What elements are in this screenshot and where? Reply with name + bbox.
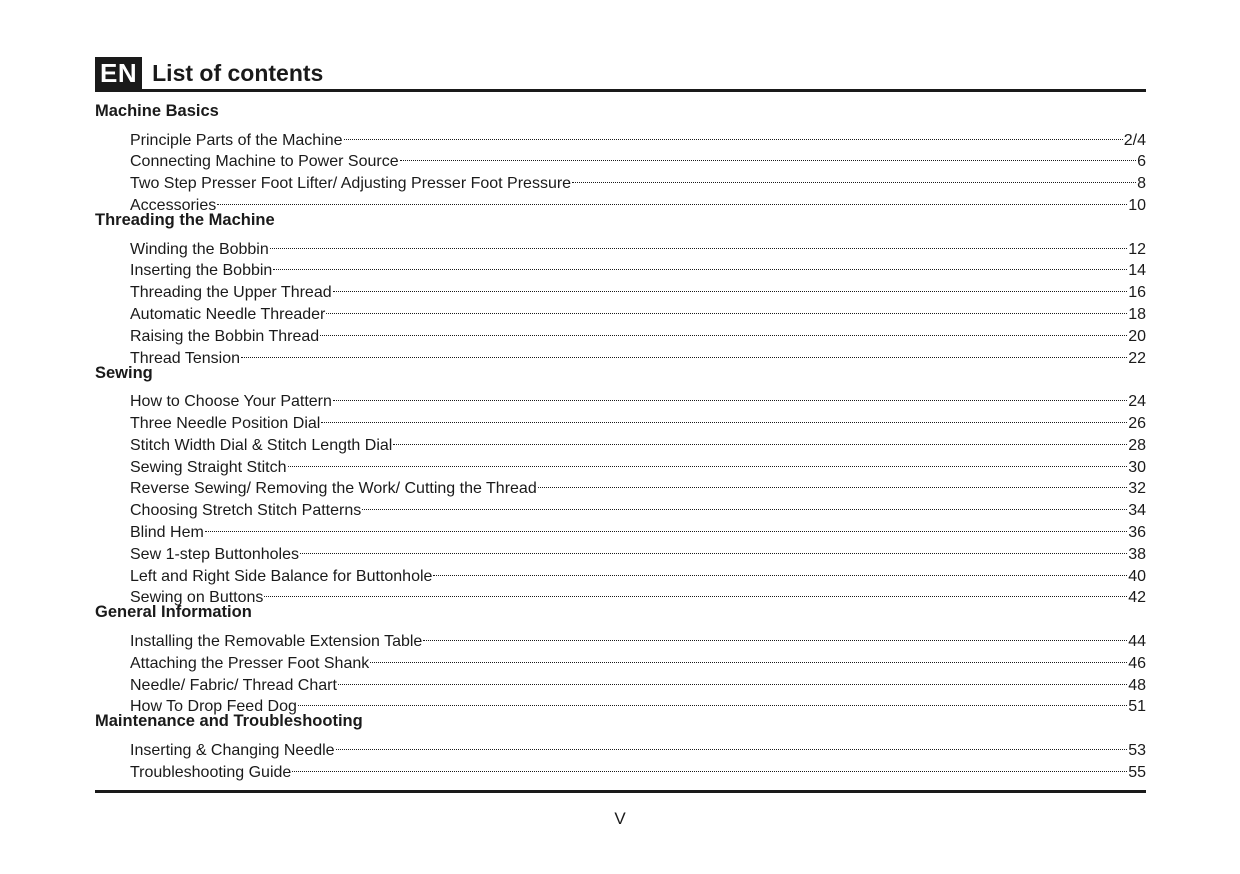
dot-leader [270,232,1127,254]
toc-entry-page: 26 [1128,414,1146,432]
dot-leader [333,384,1127,406]
dot-leader [572,166,1136,188]
section-title: Threading the Machine [95,210,275,229]
toc-entry-page: 40 [1128,567,1146,585]
dot-leader [362,493,1127,515]
toc-entry-label: Connecting Machine to Power Source [130,153,399,171]
dot-leader [433,559,1127,581]
dot-leader [264,581,1127,603]
dot-leader [205,515,1127,537]
toc-entry-page: 38 [1128,545,1146,563]
toc-entry-page: 10 [1128,196,1146,214]
toc-entry[interactable] [95,733,1146,759]
dot-leader [538,472,1127,494]
toc-entry-page: 55 [1128,763,1146,781]
toc-entry-label: Troubleshooting Guide [130,763,292,781]
toc-entry-label: Left and Right Side Balance for Buttonhole [130,567,433,585]
section-title: Machine Basics [95,102,219,120]
toc-entry-label: Winding the Bobbin [130,240,269,258]
dot-leader [273,254,1127,276]
dot-leader [370,646,1127,668]
toc-entry-page: 24 [1128,393,1146,411]
toc-entry-label: Inserting the Bobbin [130,262,273,280]
toc-entry-page: 36 [1128,523,1146,541]
toc-entry-label: Reverse Sewing/ Removing the Work/ Cutting the Thread [130,480,537,498]
toc-entry-page: 46 [1128,654,1146,672]
dot-leader [338,668,1127,690]
toc-entry-page: 51 [1128,698,1146,716]
toc-entry-label: Accessories [130,196,217,214]
toc-entry-page: 30 [1128,458,1146,476]
section-title: General Information [95,603,252,622]
toc-entry-label: Stitch Width Dial & Stitch Length Dial [130,436,393,454]
dot-leader [292,755,1127,777]
toc-entry-label: Sewing on Buttons [130,589,264,607]
page-header [95,58,1146,88]
toc-entry[interactable] [95,123,1146,149]
toc-entry-label: Attaching the Presser Foot Shank [130,654,370,672]
language-badge: EN [95,57,142,89]
dot-leader [333,275,1128,297]
dot-leader [298,690,1127,712]
dot-leader [326,297,1127,319]
toc-entry-page: 22 [1128,349,1146,367]
toc-entry-label: Inserting & Changing Needle [130,741,335,759]
toc-entry-page: 16 [1128,284,1146,302]
toc-entry-label: Three Needle Position Dial [130,414,321,432]
toc-entry[interactable] [95,624,1146,650]
toc-entry-label: How To Drop Feed Dog [130,698,297,716]
toc-entry-page: 53 [1128,741,1146,759]
toc-entry-label: Raising the Bobbin Thread [130,327,320,345]
toc-entry-label: Sew 1-step Buttonholes [130,545,299,563]
toc-entry[interactable] [95,537,1146,563]
toc-entry[interactable] [95,188,1146,214]
toc-entry-label: Needle/ Fabric/ Thread Chart [130,676,337,694]
dot-leader [300,537,1127,559]
dot-leader [320,319,1127,341]
dot-leader [344,123,1123,145]
toc-entry[interactable] [95,232,1146,258]
toc-entry[interactable] [95,341,1146,367]
toc-entry-label: Two Step Presser Foot Lifter/ Adjusting Presser Foot Pressure [130,175,572,193]
dot-leader [241,341,1127,363]
toc-entry-label: Threading the Upper Thread [130,284,332,302]
toc-entry[interactable] [95,384,1146,411]
section-title: Sewing [95,363,153,382]
toc-entry-page: 28 [1128,436,1146,454]
toc-entry-page: 12 [1128,240,1146,258]
toc-entry-page: 44 [1128,632,1146,650]
toc-entry-page: 18 [1128,305,1146,323]
toc-entry-label: Choosing Stretch Stitch Patterns [130,502,362,520]
table-of-contents [95,101,1146,781]
dot-leader [393,428,1127,450]
toc-entry-page: 2/4 [1123,131,1146,149]
dot-leader [336,733,1128,755]
toc-entry-label: Sewing Straight Stitch [130,458,287,476]
toc-entry-label: Automatic Needle Threader [130,305,326,323]
header-divider [95,89,1146,92]
toc-entry-label: How to Choose Your Pattern [130,393,332,411]
toc-entry-page: 8 [1137,175,1146,193]
dot-leader [321,406,1127,428]
dot-leader [423,624,1127,646]
toc-entry-label: Thread Tension [130,349,240,367]
toc-entry-page: 6 [1137,153,1146,171]
toc-entry-page: 48 [1128,676,1146,694]
toc-entry-page: 20 [1128,327,1146,345]
dot-leader [288,450,1128,472]
page-title: List of contents [152,60,324,86]
toc-entry-label: Principle Parts of the Machine [130,131,343,149]
toc-entry-page: 32 [1128,480,1146,498]
dot-leader [400,145,1137,167]
section-title: Maintenance and Troubleshooting [95,712,363,731]
toc-entry-label: Installing the Removable Extension Table [130,632,423,650]
toc-entry-page: 34 [1128,502,1146,520]
page-number: V [614,809,626,828]
footer-divider [95,790,1146,793]
toc-entry[interactable] [95,515,1146,541]
toc-entry-label: Blind Hem [130,523,204,541]
toc-entry-page: 14 [1128,262,1146,280]
dot-leader [217,188,1127,210]
toc-entry-page: 42 [1128,589,1146,607]
